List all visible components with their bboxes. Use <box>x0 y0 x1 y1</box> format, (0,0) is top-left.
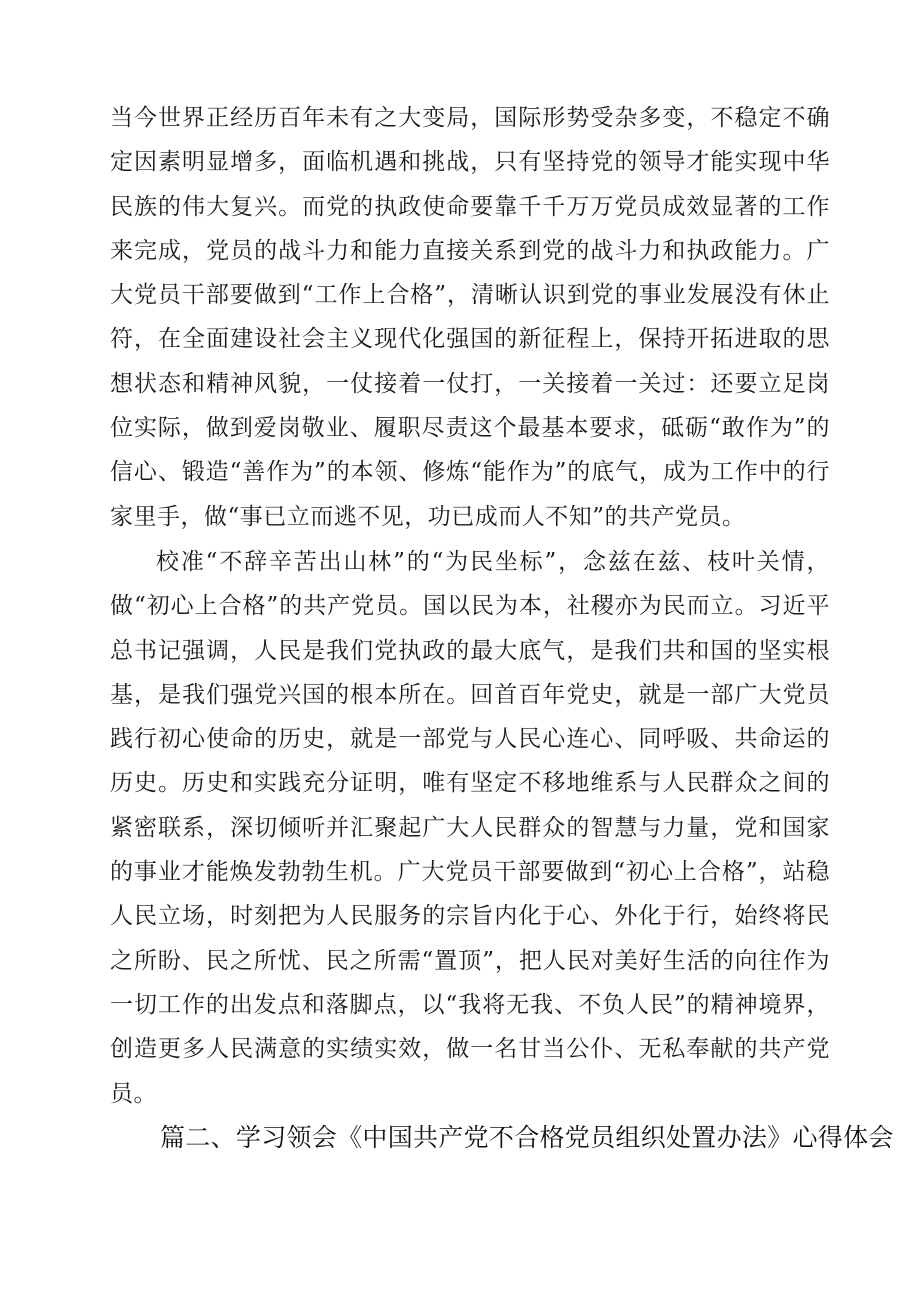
body-paragraph-1: 当今世界正经历百年未有之大变局，国际形势受杂多变，不稳定不确定因素明显增多，面临机遇和挑战，只有坚持党的领导才能实现中华民族的伟大复兴。而党的执政使命要靠千千万万党员成效显著的工作来完成，党员的战斗力和能力直接关系到党的战斗力和执政能力。广大党员干部要做到“工作上合格”，清晰认识到党的事业发展没有休止符，在全面建设社会主义现代化强国的新征程上，保持开拓进取的思想状态和精神风貌，一仗接着一仗打，一关接着一关过：还要立足岗位实际，做到爱岗敬业、履职尽责这个最基本要求，砥砺“敢作为”的信心、锻造“善作为”的本领、修炼“能作为”的底气，成为工作中的行家里手，做“事已立而逃不见，功已成而人不知”的共产党员。 <box>110 105 830 530</box>
body-paragraph-2: 校准“不辞辛苦出山林”的“为民坐标”，念兹在兹、枝叶关情，做“初心上合格”的共产党员。国以民为本，社稷亦为民而立。习近平总书记强调，人民是我们党执政的最大底气，是我们共和国的坚实根基，是我们强党兴国的根本所在。回首百年党史，就是一部广大党员践行初心使命的历史，就是一部党与人民心连心、同呼吸、共命运的历史。历史和实践充分证明，唯有坚定不移地维系与人民群众之间的紧密联系，深切倾听并汇聚起广大人民群众的智慧与力量，党和国家的事业才能焕发勃勃生机。广大党员干部要做到“初心上合格”，站稳人民立场，时刻把为人民服务的宗旨内化于心、外化于行，始终将民之所盼、民之所忧、民之所需“置顶”，把人民对美好生活的向往作为一切工作的出发点和落脚点，以“我将无我、不负人民”的精神境界，创造更多人民满意的实绩实效，做一名甘当公仆、无私奉献的共产党员。 <box>110 549 830 1107</box>
section-heading: 篇二、学习领会《中国共产党不合格党员组织处置办法》心得体会 <box>160 1123 894 1152</box>
